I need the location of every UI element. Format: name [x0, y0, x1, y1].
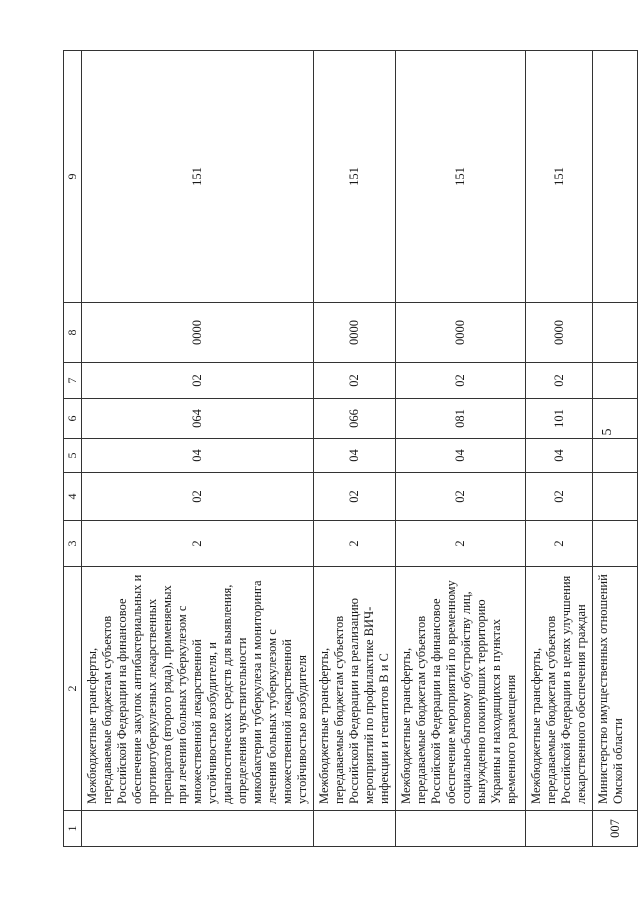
description-cell: Межбюджетные трансферты, передаваемые бюджетам субъектов Российской Федерации на финансовое обеспечение закупок антибактериальных и противотуберкулезных лекарственных препаратов (второго ряда), применяемых при лечении больных туберкулезом с множественной лекарственной устойчивостью возбудителя, и диагностических средств для выявления, определения чувствительности микобактерии туберкулеза и мониторинга лечения больных туберкулезом с множественной лекарственной устойчивостью возбудителя — [82, 567, 314, 811]
code-cell: 2 — [314, 521, 396, 567]
page-number: 5 — [600, 428, 615, 436]
header-cell: 8 — [64, 303, 82, 363]
code-cell: 151 — [396, 51, 526, 303]
code-cell — [593, 363, 638, 399]
header-cell: 7 — [64, 363, 82, 399]
code-cell — [593, 51, 638, 303]
code-cell: 02 — [526, 363, 593, 399]
header-cell: 9 — [64, 51, 82, 303]
code-cell: 02 — [82, 363, 314, 399]
code-cell: 0000 — [396, 303, 526, 363]
table-row — [396, 51, 526, 847]
code-cell: 02 — [526, 473, 593, 521]
code-cell: 0000 — [526, 303, 593, 363]
code-cell: 2 — [526, 521, 593, 567]
description-cell: Межбюджетные трансферты, передаваемые бюджетам субъектов Российской Федерации на реализацию мероприятий по профилактике ВИЧ-инфекции и гепатитов В и С — [314, 567, 396, 811]
code-cell: 04 — [526, 439, 593, 473]
code-cell — [526, 811, 593, 847]
code-cell — [593, 439, 638, 473]
header-cell: 4 — [64, 473, 82, 521]
code-cell: 02 — [396, 473, 526, 521]
code-cell — [593, 473, 638, 521]
code-cell: 007 — [593, 811, 638, 847]
budget-classification-table — [63, 50, 638, 847]
code-cell: 0000 — [314, 303, 396, 363]
code-cell: 066 — [314, 399, 396, 439]
code-cell — [593, 399, 638, 439]
table-row — [82, 51, 314, 847]
description-cell: Министерство имущественных отношений Омской области — [593, 567, 638, 811]
code-cell: 04 — [314, 439, 396, 473]
code-cell: 02 — [314, 363, 396, 399]
code-cell — [82, 811, 314, 847]
code-cell: 02 — [396, 363, 526, 399]
code-cell — [593, 303, 638, 363]
code-cell: 04 — [396, 439, 526, 473]
header-cell: 5 — [64, 439, 82, 473]
code-cell: 151 — [82, 51, 314, 303]
header-cell: 3 — [64, 521, 82, 567]
code-cell: 0000 — [82, 303, 314, 363]
header-cell: 6 — [64, 399, 82, 439]
description-cell: Межбюджетные трансферты, передаваемые бюджетам субъектов Российской Федерации на финансовое обеспечение мероприятий по временному социально-бытовому обустройству лиц, вынужденно покинувших территорию Украины и находящихся в пунктах временного размещения — [396, 567, 526, 811]
code-cell: 151 — [526, 51, 593, 303]
header-cell: 2 — [64, 567, 82, 811]
code-cell: 04 — [82, 439, 314, 473]
code-cell — [314, 811, 396, 847]
code-cell: 02 — [314, 473, 396, 521]
code-cell: 151 — [314, 51, 396, 303]
code-cell — [593, 521, 638, 567]
table-row — [593, 51, 638, 847]
code-cell: 02 — [82, 473, 314, 521]
description-cell: Межбюджетные трансферты, передаваемые бюджетам субъектов Российской Федерации в целях улучшения лекарственного обеспечения граждан — [526, 567, 593, 811]
table-row — [526, 51, 593, 847]
header-cell: 1 — [64, 811, 82, 847]
code-cell: 2 — [82, 521, 314, 567]
code-cell: 081 — [396, 399, 526, 439]
table-row — [314, 51, 396, 847]
code-cell: 101 — [526, 399, 593, 439]
code-cell — [396, 811, 526, 847]
code-cell: 064 — [82, 399, 314, 439]
code-cell: 2 — [396, 521, 526, 567]
table-header-row — [64, 51, 82, 847]
